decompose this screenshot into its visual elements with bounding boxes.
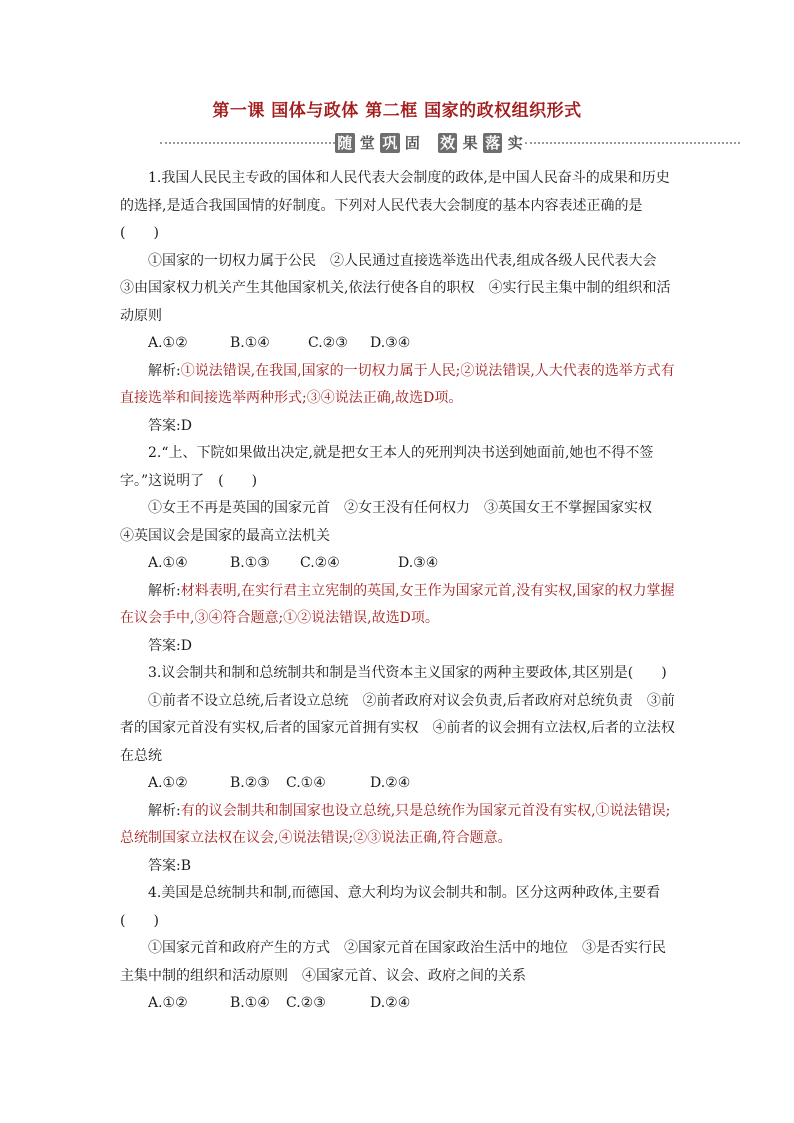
banner-char: 落 <box>483 133 503 153</box>
option-c: C.②③ <box>286 995 326 1011</box>
banner-char: 固 <box>404 134 420 152</box>
option-c: C.①④ <box>286 775 326 791</box>
question-list <box>120 165 676 1018</box>
option-d: D.②④ <box>370 995 411 1011</box>
analysis-label: 解析: <box>148 362 181 379</box>
section-banner <box>120 131 734 155</box>
page-title: 第一课 国体与政体 第二框 国家的政权组织形式 <box>212 101 582 121</box>
banner-rule-right <box>525 142 740 144</box>
analysis <box>120 798 676 853</box>
answer: 答案:D <box>148 417 192 434</box>
analysis-label: 解析: <box>148 802 181 819</box>
answer-options <box>120 990 676 1018</box>
option-b: B.①③ <box>230 555 270 571</box>
answer-options <box>120 550 676 578</box>
question-stem: 2.“上、下院如果做出决定,就是把女王本人的死刑判决书送到她面前,她也不得不签字。”这说明了 ( ) <box>120 445 654 489</box>
banner-char: 堂 <box>359 134 375 152</box>
option-a: A.①② <box>148 335 188 351</box>
option-c: C.②③ <box>308 335 348 351</box>
banner-words <box>335 131 525 155</box>
option-a: A.①② <box>148 995 188 1011</box>
analysis-text: 有的议会制共和制国家也设立总统,只是总统作为国家元首没有实权,①说法错误;总统制国家立法权在议会,④说法错误;②③说法正确,符合题意。 <box>120 802 671 846</box>
option-a: A.①④ <box>148 555 188 571</box>
question-items: ①国家元首和政府产生的方式 ②国家元首在国家政治生活中的地位 ③是否实行民主集中制的组织和活动原则 ④国家元首、议会、政府之间的关系 <box>120 940 666 984</box>
question-stem: 3.议会制共和制和总统制共和制是当代资本主义国家的两种主要政体,其区别是( ) <box>148 665 667 681</box>
question-items: ④英国议会是国家的最高立法机关 <box>120 527 330 544</box>
banner-char: 巩 <box>380 133 400 153</box>
answer-options <box>120 770 676 798</box>
banner-char: 随 <box>335 133 355 153</box>
banner-char: 效 <box>438 133 458 153</box>
question-items: ③由国家权力机关产生其他国家机关,依法行使各自的职权 ④实行民主集中制的组织和活动原则 <box>120 280 671 324</box>
option-b: B.②③ <box>230 775 270 791</box>
banner-char: 实 <box>507 134 523 152</box>
question-items: ①女王不再是英国的国家元首 ②女王没有任何权力 ③英国女王不掌握国家实权 <box>148 500 652 516</box>
question-items: ①国家的一切权力属于公民 ②人民通过直接选举选出代表,组成各级人民代表大会 <box>148 252 657 269</box>
answer-options <box>120 330 676 358</box>
option-a: A.①② <box>148 775 188 791</box>
option-b: B.①④ <box>230 995 270 1011</box>
option-c: C.②④ <box>300 555 340 571</box>
option-d: D.③④ <box>370 335 411 351</box>
option-b: B.①④ <box>230 335 270 351</box>
analysis-text: ①说法错误,在我国,国家的一切权力属于人民;②说法错误,人大代表的选举方式有直接选举和间接选举两种形式;③④说法正确,故选D项。 <box>120 362 675 406</box>
banner-char: 果 <box>462 134 478 152</box>
analysis-label: 解析: <box>148 582 181 599</box>
option-d: D.②④ <box>370 775 411 791</box>
question-stem: 1.我国人民民主专政的国体和人民代表大会制度的政体,是中国人民奋斗的成果和历史的选择,是适合我国国情的好制度。下列对人民代表大会制度的基本内容表述正确的是( ) <box>120 170 670 241</box>
answer: 答案:D <box>148 637 192 654</box>
answer: 答案:B <box>148 857 192 874</box>
question-stem: 4.美国是总统制共和制,而德国、意大利均为议会制共和制。区分这两种政体,主要看( ) <box>120 885 661 929</box>
analysis-text: 材料表明,在实行君主立宪制的英国,女王作为国家元首,没有实权,国家的权力掌握在议会手中,③④符合题意;①②说法错误,故选D项。 <box>120 582 675 626</box>
banner-rule-left <box>160 142 335 144</box>
option-d: D.③④ <box>398 555 439 571</box>
analysis <box>120 578 676 633</box>
analysis <box>120 358 676 413</box>
question-items: ①前者不设立总统,后者设立总统 ②前者政府对议会负责,后者政府对总统负责 ③前者的国家元首没有实权,后者的国家元首拥有实权 ④前者的议会拥有立法权,后者的立法权在总统 <box>120 692 675 764</box>
